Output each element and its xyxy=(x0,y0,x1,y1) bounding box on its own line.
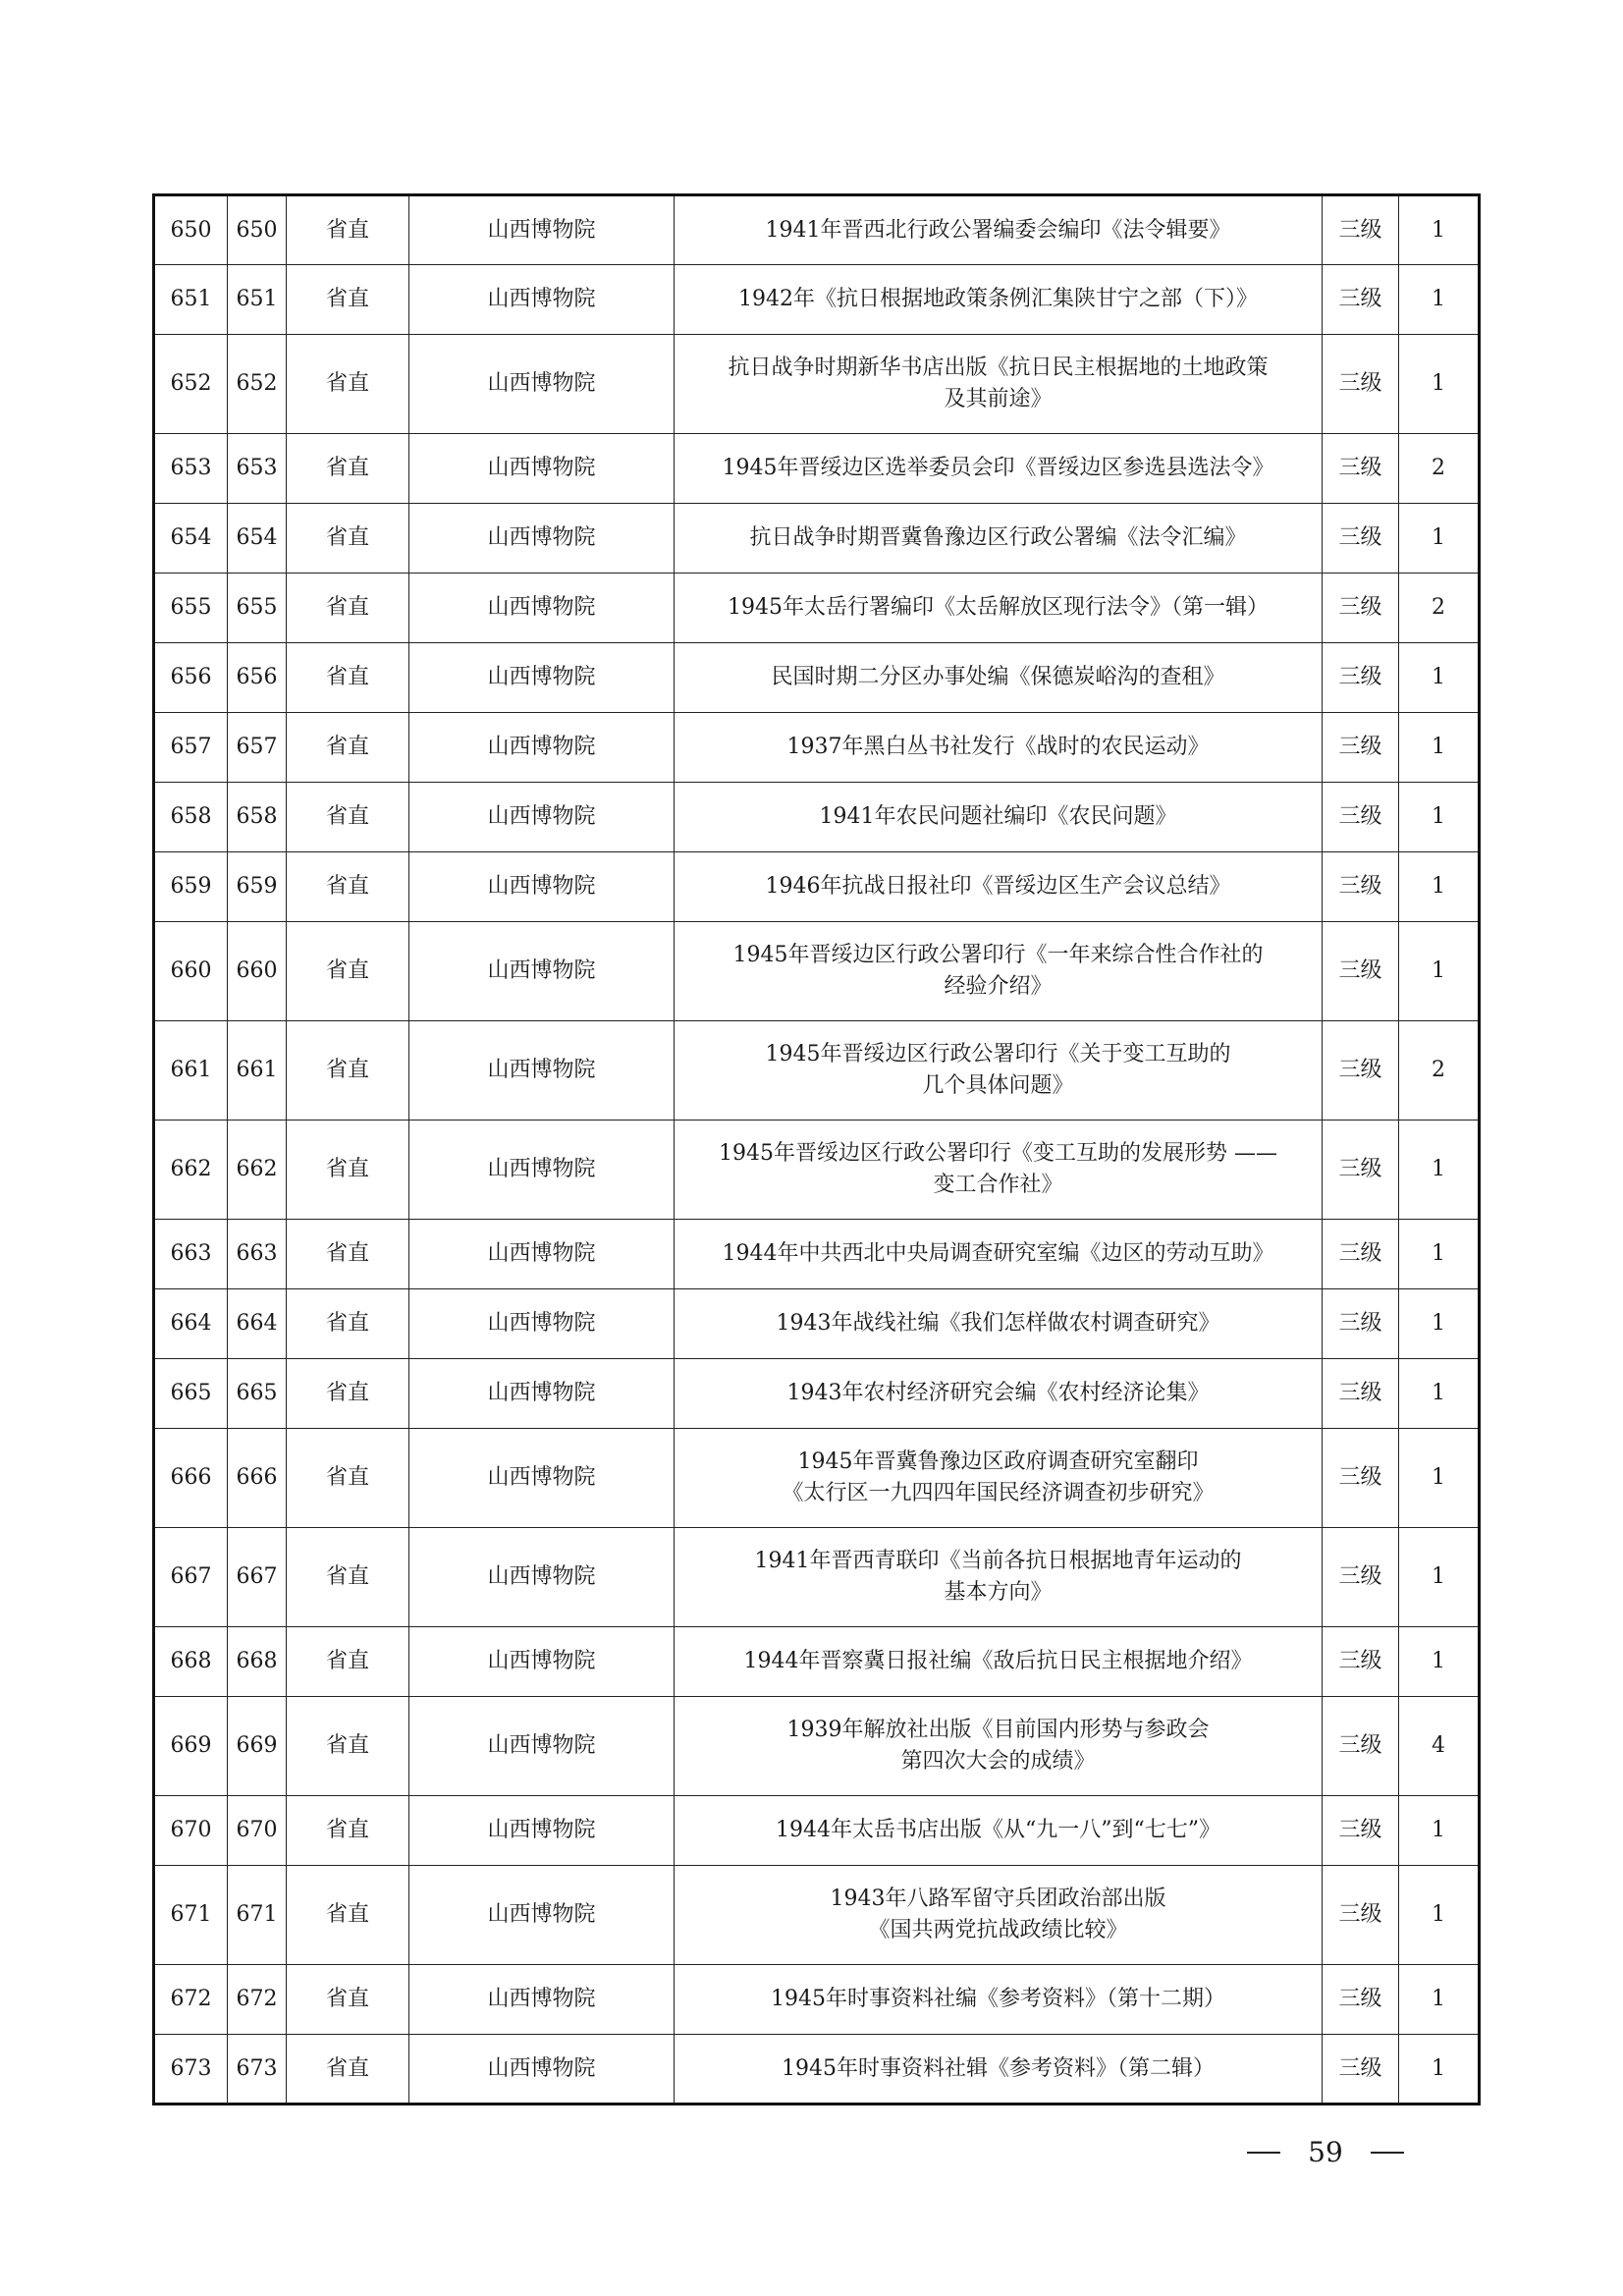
table-row xyxy=(154,504,1480,574)
cell-title xyxy=(675,1627,1323,1697)
cell-title xyxy=(675,922,1323,1021)
title-line: 1946年抗战日报社印《晋绥边区生产会议总结》 xyxy=(765,874,1231,899)
title-line: 基本方向》 xyxy=(944,1580,1053,1605)
cell-number: 658 xyxy=(228,783,287,852)
cell-unit: 山西博物院 xyxy=(409,195,675,265)
cell-grade: 三级 xyxy=(1323,1121,1399,1220)
cell-sequence: 662 xyxy=(154,1121,228,1220)
title-line: 1943年八路军留守兵团政治部出版 xyxy=(830,1886,1166,1911)
cell-number: 663 xyxy=(228,1220,287,1289)
cell-sequence: 663 xyxy=(154,1220,228,1289)
title-line: 及其前途》 xyxy=(944,387,1053,411)
cell-unit: 山西博物院 xyxy=(409,574,675,643)
cell-sequence: 657 xyxy=(154,713,228,783)
cell-title xyxy=(675,265,1323,335)
cell-unit: 山西博物院 xyxy=(409,1965,675,2035)
table-row xyxy=(154,2035,1480,2105)
cell-number: 661 xyxy=(228,1021,287,1121)
cell-number: 666 xyxy=(228,1429,287,1528)
cell-number: 668 xyxy=(228,1627,287,1697)
cell-sequence: 654 xyxy=(154,504,228,574)
table-row xyxy=(154,1965,1480,2035)
cell-grade: 三级 xyxy=(1323,2035,1399,2105)
table-row xyxy=(154,852,1480,922)
cell-quantity: 1 xyxy=(1399,335,1480,434)
cell-sequence: 656 xyxy=(154,643,228,713)
cell-sequence: 652 xyxy=(154,335,228,434)
cell-title xyxy=(675,1220,1323,1289)
cell-quantity: 1 xyxy=(1399,1289,1480,1359)
cell-grade: 三级 xyxy=(1323,574,1399,643)
cell-title xyxy=(675,1697,1323,1796)
cell-level: 省直 xyxy=(287,1627,409,1697)
cell-quantity: 1 xyxy=(1399,1429,1480,1528)
cell-level: 省直 xyxy=(287,922,409,1021)
table-row xyxy=(154,1289,1480,1359)
cell-number: 652 xyxy=(228,335,287,434)
cell-number: 651 xyxy=(228,265,287,335)
cell-level: 省直 xyxy=(287,1866,409,1965)
table-row xyxy=(154,434,1480,504)
cell-quantity: 1 xyxy=(1399,1866,1480,1965)
cell-level: 省直 xyxy=(287,335,409,434)
footer-dash-left xyxy=(1247,2152,1280,2154)
cell-level: 省直 xyxy=(287,265,409,335)
cell-grade: 三级 xyxy=(1323,504,1399,574)
cell-sequence: 670 xyxy=(154,1796,228,1866)
cell-quantity: 1 xyxy=(1399,1359,1480,1429)
title-line: 第四次大会的成绩》 xyxy=(900,1749,1096,1774)
table-row xyxy=(154,574,1480,643)
cell-sequence: 669 xyxy=(154,1697,228,1796)
cell-quantity: 2 xyxy=(1399,574,1480,643)
cell-title xyxy=(675,643,1323,713)
cell-level: 省直 xyxy=(287,574,409,643)
title-line: 1943年农村经济研究会编《农村经济论集》 xyxy=(786,1381,1210,1405)
cell-grade: 三级 xyxy=(1323,852,1399,922)
cell-unit: 山西博物院 xyxy=(409,434,675,504)
title-line: 民国时期二分区办事处编《保德炭峪沟的查租》 xyxy=(771,665,1225,689)
cell-grade: 三级 xyxy=(1323,1866,1399,1965)
cell-unit: 山西博物院 xyxy=(409,1866,675,1965)
title-line: 《国共两党抗战政绩比较》 xyxy=(868,1918,1128,1942)
cell-unit: 山西博物院 xyxy=(409,1528,675,1627)
cell-sequence: 660 xyxy=(154,922,228,1021)
title-line: 1945年时事资料社辑《参考资料》（第二辑） xyxy=(782,2055,1215,2081)
collection-table xyxy=(152,193,1481,2105)
title-line: 1945年晋绥边区行政公署印行《变工互助的发展形势 —— xyxy=(719,1141,1277,1166)
title-line: 1941年晋西北行政公署编委会编印《法令辑要》 xyxy=(765,217,1231,243)
title-line: 抗日战争时期晋冀鲁豫边区行政公署编《法令汇编》 xyxy=(749,525,1247,550)
cell-unit: 山西博物院 xyxy=(409,1627,675,1697)
cell-level: 省直 xyxy=(287,1429,409,1528)
cell-grade: 三级 xyxy=(1323,265,1399,335)
table-row xyxy=(154,335,1480,434)
cell-grade: 三级 xyxy=(1323,195,1399,265)
cell-title xyxy=(675,1965,1323,2035)
cell-level: 省直 xyxy=(287,1359,409,1429)
cell-unit: 山西博物院 xyxy=(409,783,675,852)
table-row xyxy=(154,1627,1480,1697)
cell-level: 省直 xyxy=(287,504,409,574)
title-line: 1941年农民问题社编印《农民问题》 xyxy=(819,804,1177,829)
cell-level: 省直 xyxy=(287,1121,409,1220)
cell-sequence: 653 xyxy=(154,434,228,504)
cell-unit: 山西博物院 xyxy=(409,713,675,783)
table-body xyxy=(154,195,1480,2105)
cell-level: 省直 xyxy=(287,1965,409,2035)
title-line: 几个具体问题》 xyxy=(922,1073,1074,1098)
cell-title xyxy=(675,1359,1323,1429)
cell-title xyxy=(675,2035,1323,2105)
cell-level: 省直 xyxy=(287,643,409,713)
cell-grade: 三级 xyxy=(1323,1697,1399,1796)
cell-number: 662 xyxy=(228,1121,287,1220)
cell-number: 670 xyxy=(228,1796,287,1866)
cell-level: 省直 xyxy=(287,1796,409,1866)
cell-level: 省直 xyxy=(287,1528,409,1627)
cell-level: 省直 xyxy=(287,434,409,504)
cell-unit: 山西博物院 xyxy=(409,1021,675,1121)
cell-number: 656 xyxy=(228,643,287,713)
cell-unit: 山西博物院 xyxy=(409,852,675,922)
cell-quantity: 1 xyxy=(1399,504,1480,574)
title-line: 1943年战线社编《我们怎样做农村调查研究》 xyxy=(776,1311,1220,1336)
title-line: 1945年晋绥边区选举委员会印《晋绥边区参选县选法令》 xyxy=(722,456,1274,480)
cell-unit: 山西博物院 xyxy=(409,1220,675,1289)
cell-level: 省直 xyxy=(287,1021,409,1121)
cell-grade: 三级 xyxy=(1323,335,1399,434)
cell-quantity: 1 xyxy=(1399,1121,1480,1220)
cell-title xyxy=(675,852,1323,922)
cell-quantity: 1 xyxy=(1399,852,1480,922)
cell-level: 省直 xyxy=(287,1697,409,1796)
title-line: 1944年太岳书店出版《从“九一八”到“七七”》 xyxy=(776,1818,1220,1842)
title-line: 《太行区一九四四年国民经济调查初步研究》 xyxy=(782,1481,1215,1505)
table-row xyxy=(154,1121,1480,1220)
cell-title xyxy=(675,1528,1323,1627)
cell-title xyxy=(675,335,1323,434)
cell-quantity: 1 xyxy=(1399,1528,1480,1627)
cell-quantity: 1 xyxy=(1399,1965,1480,2035)
cell-quantity: 1 xyxy=(1399,1796,1480,1866)
page-footer xyxy=(1247,2136,1404,2168)
table-row xyxy=(154,1697,1480,1796)
cell-sequence: 665 xyxy=(154,1359,228,1429)
title-line: 1945年晋绥边区行政公署印行《一年来综合性合作社的 xyxy=(732,943,1264,967)
cell-title xyxy=(675,1429,1323,1528)
title-line: 抗日战争时期新华书店出版《抗日民主根据地的土地政策 xyxy=(728,355,1269,380)
cell-quantity: 1 xyxy=(1399,2035,1480,2105)
cell-title xyxy=(675,574,1323,643)
table-row xyxy=(154,195,1480,265)
cell-grade: 三级 xyxy=(1323,434,1399,504)
cell-title xyxy=(675,434,1323,504)
table-row xyxy=(154,1866,1480,1965)
cell-quantity: 1 xyxy=(1399,1220,1480,1289)
cell-sequence: 658 xyxy=(154,783,228,852)
cell-quantity: 1 xyxy=(1399,1627,1480,1697)
cell-number: 672 xyxy=(228,1965,287,2035)
cell-unit: 山西博物院 xyxy=(409,504,675,574)
cell-sequence: 651 xyxy=(154,265,228,335)
cell-unit: 山西博物院 xyxy=(409,1697,675,1796)
title-line: 1945年时事资料社编《参考资料》（第十二期） xyxy=(771,1987,1225,2011)
table-row xyxy=(154,643,1480,713)
title-line: 1945年晋冀鲁豫边区政府调查研究室翻印 xyxy=(797,1449,1199,1474)
cell-grade: 三级 xyxy=(1323,1220,1399,1289)
title-line: 1941年晋西青联印《当前各抗日根据地青年运动的 xyxy=(754,1549,1242,1573)
cell-unit: 山西博物院 xyxy=(409,265,675,335)
cell-number: 673 xyxy=(228,2035,287,2105)
page-number: 59 xyxy=(1308,2136,1343,2168)
cell-grade: 三级 xyxy=(1323,713,1399,783)
title-line: 1945年太岳行署编印《太岳解放区现行法令》（第一辑） xyxy=(728,595,1269,620)
cell-level: 省直 xyxy=(287,1289,409,1359)
cell-number: 671 xyxy=(228,1866,287,1965)
cell-quantity: 2 xyxy=(1399,1021,1480,1121)
cell-grade: 三级 xyxy=(1323,922,1399,1021)
table-row xyxy=(154,1021,1480,1121)
cell-level: 省直 xyxy=(287,195,409,265)
cell-level: 省直 xyxy=(287,713,409,783)
cell-grade: 三级 xyxy=(1323,1627,1399,1697)
cell-title xyxy=(675,195,1323,265)
cell-quantity: 2 xyxy=(1399,434,1480,504)
cell-number: 669 xyxy=(228,1697,287,1796)
cell-unit: 山西博物院 xyxy=(409,1289,675,1359)
cell-sequence: 671 xyxy=(154,1866,228,1965)
cell-grade: 三级 xyxy=(1323,783,1399,852)
cell-level: 省直 xyxy=(287,852,409,922)
cell-title xyxy=(675,1866,1323,1965)
cell-sequence: 664 xyxy=(154,1289,228,1359)
cell-title xyxy=(675,1289,1323,1359)
cell-sequence: 661 xyxy=(154,1021,228,1121)
cell-number: 665 xyxy=(228,1359,287,1429)
table-row xyxy=(154,1429,1480,1528)
cell-level: 省直 xyxy=(287,783,409,852)
cell-number: 657 xyxy=(228,713,287,783)
cell-sequence: 667 xyxy=(154,1528,228,1627)
cell-level: 省直 xyxy=(287,2035,409,2105)
cell-number: 659 xyxy=(228,852,287,922)
cell-quantity: 1 xyxy=(1399,643,1480,713)
cell-sequence: 666 xyxy=(154,1429,228,1528)
cell-sequence: 673 xyxy=(154,2035,228,2105)
cell-grade: 三级 xyxy=(1323,1429,1399,1528)
cell-sequence: 672 xyxy=(154,1965,228,2035)
cell-title xyxy=(675,1796,1323,1866)
cell-grade: 三级 xyxy=(1323,1965,1399,2035)
cell-quantity: 1 xyxy=(1399,265,1480,335)
cell-number: 654 xyxy=(228,504,287,574)
cell-quantity: 1 xyxy=(1399,195,1480,265)
cell-quantity: 1 xyxy=(1399,922,1480,1021)
cell-level: 省直 xyxy=(287,1220,409,1289)
cell-unit: 山西博物院 xyxy=(409,643,675,713)
cell-quantity: 4 xyxy=(1399,1697,1480,1796)
cell-number: 667 xyxy=(228,1528,287,1627)
cell-number: 650 xyxy=(228,195,287,265)
cell-number: 655 xyxy=(228,574,287,643)
table-row xyxy=(154,783,1480,852)
title-line: 1944年晋察冀日报社编《敌后抗日民主根据地介绍》 xyxy=(743,1649,1253,1673)
table-row xyxy=(154,922,1480,1021)
cell-quantity: 1 xyxy=(1399,713,1480,783)
cell-grade: 三级 xyxy=(1323,1021,1399,1121)
cell-unit: 山西博物院 xyxy=(409,1796,675,1866)
cell-unit: 山西博物院 xyxy=(409,1121,675,1220)
cell-unit: 山西博物院 xyxy=(409,335,675,434)
cell-grade: 三级 xyxy=(1323,1796,1399,1866)
cell-grade: 三级 xyxy=(1323,1289,1399,1359)
footer-dash-right xyxy=(1371,2152,1404,2154)
cell-number: 660 xyxy=(228,922,287,1021)
cell-number: 653 xyxy=(228,434,287,504)
cell-title xyxy=(675,1121,1323,1220)
title-line: 1944年中共西北中央局调查研究室编《边区的劳动互助》 xyxy=(722,1241,1274,1266)
cell-sequence: 668 xyxy=(154,1627,228,1697)
table-row xyxy=(154,1796,1480,1866)
cell-grade: 三级 xyxy=(1323,1528,1399,1627)
cell-unit: 山西博物院 xyxy=(409,2035,675,2105)
table-row xyxy=(154,265,1480,335)
table-row xyxy=(154,1359,1480,1429)
title-line: 变工合作社》 xyxy=(933,1173,1063,1197)
cell-title xyxy=(675,504,1323,574)
cell-grade: 三级 xyxy=(1323,1359,1399,1429)
table-row xyxy=(154,1528,1480,1627)
cell-sequence: 655 xyxy=(154,574,228,643)
cell-unit: 山西博物院 xyxy=(409,922,675,1021)
cell-title xyxy=(675,1021,1323,1121)
cell-quantity: 1 xyxy=(1399,783,1480,852)
title-line: 1939年解放社出版《目前国内形势与参政会 xyxy=(786,1718,1210,1742)
cell-title xyxy=(675,713,1323,783)
cell-title xyxy=(675,783,1323,852)
cell-unit: 山西博物院 xyxy=(409,1359,675,1429)
cell-unit: 山西博物院 xyxy=(409,1429,675,1528)
table-row xyxy=(154,713,1480,783)
cell-number: 664 xyxy=(228,1289,287,1359)
table-row xyxy=(154,1220,1480,1289)
cell-sequence: 650 xyxy=(154,195,228,265)
title-line: 1942年《抗日根据地政策条例汇集陕甘宁之部（下）》 xyxy=(738,287,1258,311)
cell-grade: 三级 xyxy=(1323,643,1399,713)
title-line: 1945年晋绥边区行政公署印行《关于变工互助的 xyxy=(765,1042,1231,1066)
title-line: 经验介绍》 xyxy=(944,974,1053,999)
cell-sequence: 659 xyxy=(154,852,228,922)
title-line: 1937年黑白丛书社发行《战时的农民运动》 xyxy=(786,735,1210,759)
